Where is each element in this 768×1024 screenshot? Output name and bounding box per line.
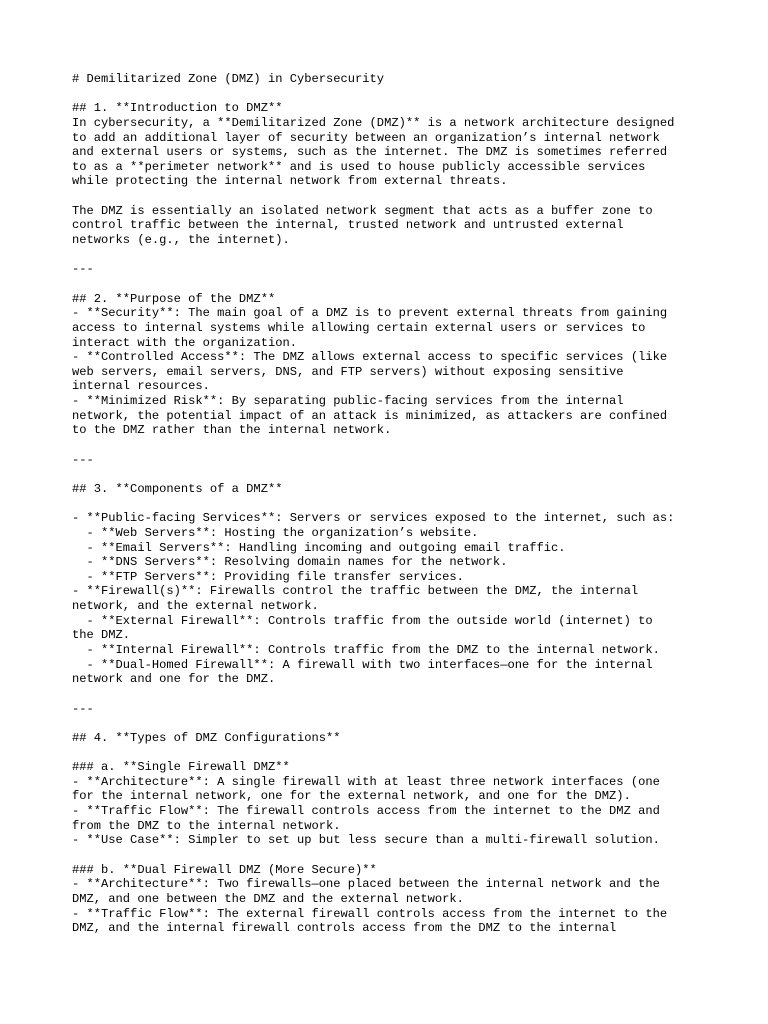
text-line: to the DMZ rather than the internal network. [72, 423, 392, 438]
text-line: interact with the organization. [72, 335, 297, 350]
text-line: from the DMZ to the internal network. [72, 818, 341, 833]
text-line: while protecting the internal network from external threats. [72, 174, 508, 189]
blank-line [72, 848, 712, 863]
text-line: access to internal systems while allowing certain external users or services to [72, 320, 646, 335]
text-line: - **Security**: The main goal of a DMZ is to prevent external threats from gaining [72, 306, 668, 321]
text-line: - **Traffic Flow**: The firewall controls access from the internet to the DMZ and [72, 804, 660, 819]
text-line: the DMZ. [72, 628, 131, 643]
text-line: - **Controlled Access**: The DMZ allows external access to specific services (like [72, 350, 668, 365]
document-body [72, 72, 712, 936]
blank-line [72, 438, 712, 453]
text-line: ### b. **Dual Firewall DMZ (More Secure)** [72, 862, 377, 877]
text-line: web servers, email servers, DNS, and FTP servers) without exposing sensitive [72, 364, 624, 379]
text-line: network, and the external network. [72, 599, 319, 614]
blank-line [72, 745, 712, 760]
text-line: internal resources. [72, 379, 210, 394]
text-line: # Demilitarized Zone (DMZ) in Cybersecurity [72, 72, 385, 86]
text-line: to as a **perimeter network** and is used to house publicly accessible services [72, 159, 646, 174]
text-line: networks (e.g., the internet). [72, 233, 290, 248]
text-line: In cybersecurity, a **Demilitarized Zone (DMZ)** is a network architecture designed [72, 115, 675, 130]
text-line: ## 2. **Purpose of the DMZ** [72, 291, 276, 306]
text-line: - **Architecture**: Two firewalls—one placed between the internal network and the [72, 877, 660, 892]
blank-line [72, 189, 712, 204]
blank-line [72, 687, 712, 702]
blank-line [72, 497, 712, 512]
text-line: control traffic between the internal, trusted network and untrusted external [72, 218, 624, 233]
text-line: ## 4. **Types of DMZ Configurations** [72, 730, 341, 745]
text-line: - **Public-facing Services**: Servers or services exposed to the internet, such as: [72, 511, 675, 526]
text-line: network, the potential impact of an attack is minimized, as attackers are confined [72, 408, 668, 423]
text-line: - **Firewall(s)**: Firewalls control the traffic between the DMZ, the internal [72, 584, 639, 599]
text-line: ### a. **Single Firewall DMZ** [72, 760, 290, 775]
text-line: DMZ, and one between the DMZ and the external network. [72, 891, 464, 906]
text-line: --- [72, 701, 94, 716]
text-line: ## 1. **Introduction to DMZ** [72, 101, 283, 116]
text-line: --- [72, 452, 94, 467]
text-line: ## 3. **Components of a DMZ** [72, 481, 283, 496]
text-line: --- [72, 262, 94, 277]
text-line: for the internal network, one for the external network, and one for the DMZ). [72, 789, 631, 804]
text-line: - **Traffic Flow**: The external firewall controls access from the internet to the [72, 906, 668, 921]
blank-line [72, 716, 712, 731]
text-line: - **Internal Firewall**: Controls traffic from the DMZ to the internal network. [72, 642, 660, 657]
text-line: - **Architecture**: A single firewall with at least three network interfaces (one [72, 774, 660, 789]
text-line: network and one for the DMZ. [72, 672, 276, 687]
text-line: to add an additional layer of security between an organization’s internal network [72, 130, 660, 145]
text-line: - **Dual-Homed Firewall**: A firewall with two interfaces—one for the internal [72, 657, 653, 672]
text-line: DMZ, and the internal firewall controls access from the DMZ to the internal [72, 921, 617, 936]
text-line: and external users or systems, such as the internet. The DMZ is sometimes referred [72, 145, 668, 160]
text-line: - **Web Servers**: Hosting the organization’s website. [72, 525, 479, 540]
text-line: - **Use Case**: Simpler to set up but less secure than a multi-firewall solution. [72, 833, 660, 848]
blank-line [72, 277, 712, 292]
text-line: The DMZ is essentially an isolated network segment that acts as a buffer zone to [72, 203, 653, 218]
text-line: - **DNS Servers**: Resolving domain names for the network. [72, 555, 508, 570]
blank-line [72, 248, 712, 263]
blank-line [72, 87, 712, 102]
text-line: - **Minimized Risk**: By separating public-facing services from the internal [72, 394, 624, 409]
text-line: - **External Firewall**: Controls traffic from the outside world (internet) to [72, 613, 653, 628]
blank-line [72, 467, 712, 482]
text-line: - **Email Servers**: Handling incoming and outgoing email traffic. [72, 540, 566, 555]
text-line: - **FTP Servers**: Providing file transfer services. [72, 569, 464, 584]
